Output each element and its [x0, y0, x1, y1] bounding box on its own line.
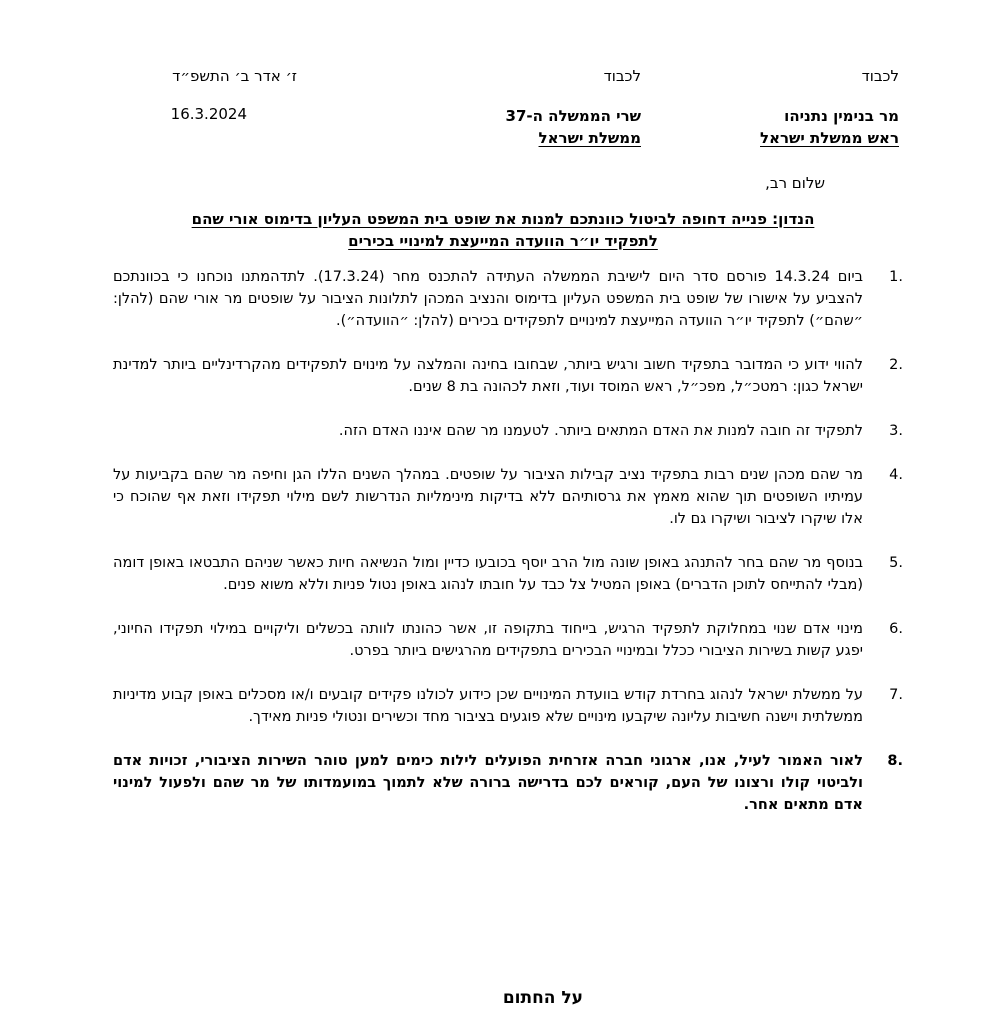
list-item [113, 420, 903, 442]
hebrew-date: ז׳ אדר ב׳ התשפ״ד [172, 67, 297, 85]
honorific-right: לכבוד [861, 67, 899, 85]
item-text: בנוסף מר שהם בחר להתנהג באופן שונה מול הרב יוסף בכובעו כדיין ומול הנשיאה חיות כאשר שניהם התבטאו באופן דומה (מבלי להתייחס לתוכן הדברים) באופן המטיל צל כבד על חובתו לנהוג באופן נטול פניות וללא משוא פנים. [113, 555, 863, 593]
item-number: .3 [889, 423, 903, 439]
list-item-conclusion [113, 750, 903, 816]
recipient-name: מר בנימין נתניהו [784, 107, 899, 125]
recipient-title: ראש ממשלת ישראל [760, 129, 899, 147]
item-text: לאור האמור לעיל, אנו, ארגוני חברה אזרחית הפועלים לילות כימים למען טוהר השירות הציבורי, זכויות אדם ולביטוי קולו ורצונו של העם, קוראים לכם בדרישה ברורה שלא לתמוך במועמדותו של מר שהם ולפעול למינוי אדם מתאים אחר. [113, 753, 863, 813]
item-text: לתפקיד זה חובה למנות את האדם המתאים ביותר. לטעמנו מר שהם איננו האדם הזה. [338, 423, 863, 439]
numbered-list [113, 266, 903, 838]
list-item [113, 618, 903, 662]
list-item [113, 464, 903, 530]
item-text: ביום 14.3.24 פורסם סדר היום לישיבת הממשלה העתידה להתכנס מחר (17.3.24). לתדהמתנו נוכחנו כי בכוונתכם להצביע על אישורו של שופט בית המשפט העליון בדימוס והנציב המכהן לתלונות הציבור על שופטים מר אורי שהם (להלן: ״שהם״) לתפקיד יו״ר הוועדה המייעצת למינויים לתפקידים בכירים (להלן: ״הוועדה״). [113, 269, 864, 329]
item-number: .5 [889, 555, 903, 571]
item-number: .2 [889, 357, 903, 373]
item-number: .1 [889, 269, 903, 285]
subject-line-2: לתפקיד יו״ר הוועדה המייעצת למינויי בכירים [348, 232, 658, 250]
government-name: ממשלת ישראל [538, 129, 641, 147]
item-number: .6 [889, 621, 903, 637]
list-item [113, 684, 903, 728]
list-item [113, 266, 903, 332]
honorific-middle: לכבוד [603, 67, 641, 85]
item-number: .8 [887, 753, 903, 769]
item-number: .7 [889, 687, 903, 703]
list-item [113, 354, 903, 398]
list-item [113, 552, 903, 596]
gregorian-date: 16.3.2024 [170, 105, 247, 123]
signature-heading: על החתום [502, 988, 583, 1008]
item-text: מינוי אדם שנוי במחלוקת לתפקיד הרגיש, בייחוד בתקופה זו, אשר כהונתו לוותה בכשלים וליקויים במילוי תפקידו החיוני, יפגע קשות בשירות הציבורי ככלל ובמינויי הבכירים בתפקידים מהרגישים ביותר בפרט. [113, 621, 863, 659]
item-text: להווי ידוע כי המדובר בתפקיד חשוב ורגיש ביותר, שבחובו בחינה והמלצה על מינוים לתפקידים מהקרדינליים ביותר למדינת ישראל כגון: רמטכ״ל, מפכ״ל, ראש המוסד ועוד, וזאת לכהונה בת 8 שנים. [113, 357, 863, 395]
ministers-title: שרי הממשלה ה-37 [505, 107, 641, 125]
greeting: שלום רב, [765, 174, 825, 192]
item-number: .4 [889, 467, 903, 483]
item-text: על ממשלת ישראל לנהוג בחרדת קודש בוועדת המינויים שכן כידוע לכולנו פקידים קובעים ו/או מסכלים באופן קבוע מדיניות ממשלתית וישנה חשיבות עליונה שיקבעו מינויים שלא פוגעים בציבור מחד וכשירים ונטולי פניות מאידך. [113, 687, 863, 725]
subject-line-1: הנדון: פנייה דחופה לביטול כוונתכם למנות את שופט בית המשפט העליון בדימוס אורי שהם [191, 210, 815, 228]
subject-line [113, 208, 893, 252]
item-text: מר שהם מכהן שנים רבות בתפקיד נציב קבילות הציבור על שופטים. במהלך השנים הללו הגן וחיפה מר שהם בקביעות על עמיתיו השופטים תוך שהוא מאמץ את גרסותיהם ללא בדיקות מינימליות הנדרשות לשם מילוי תפקידו וזאת אף שהוכח כי אלו שיקרו לציבור ושיקרו גם לו. [113, 467, 863, 527]
